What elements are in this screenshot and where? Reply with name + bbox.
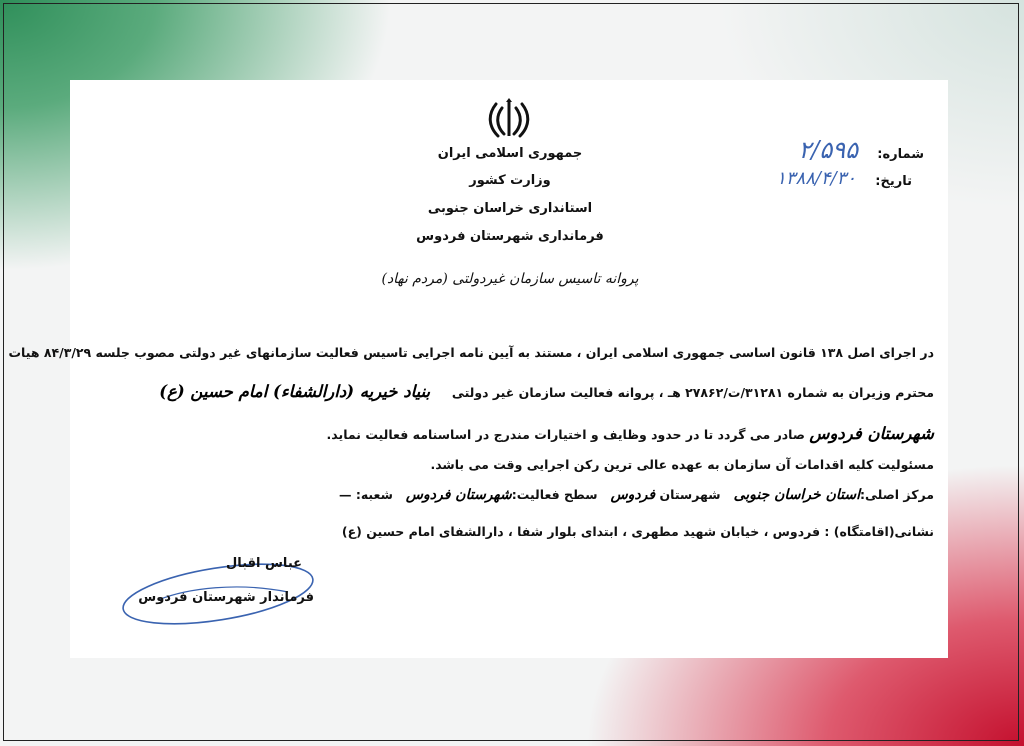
county-name: شهرستان فردوس	[809, 424, 934, 443]
level-label: سطح فعالیت:	[511, 487, 598, 502]
county-label: شهرستان	[659, 487, 721, 502]
body-line-6: نشانی(اقامتگاه) : فردوس ، خیابان شهید مطهری ، ابتدای بلوار شفا ، دارالشفای امام حسین (ع)	[341, 524, 934, 539]
hq-value: استان خراسان جنوبی	[733, 487, 860, 503]
header-country: جمهوری اسلامی ایران	[437, 146, 583, 161]
header-county-office: فرمانداری شهرستان فردوس	[416, 229, 604, 244]
hq-label: مرکز اصلی:	[859, 487, 934, 502]
body-line-3	[327, 424, 934, 443]
organization-name: بنیاد خیریه (دارالشفاء) امام حسین (ع)	[159, 382, 431, 401]
number-value: ۲/۵۹۵	[798, 136, 858, 164]
branch-value: —	[338, 487, 352, 502]
header-province-office: استانداری خراسان جنوبی	[427, 201, 593, 216]
date-label: تاریخ:	[875, 174, 912, 189]
document-title: پروانه تاسیس سازمان غیردولتی (مردم نهاد)	[381, 271, 639, 287]
number-label: شماره:	[877, 147, 924, 162]
body-line-2-text: محترم وزیران به شماره ۳۱۲۸۱/ت/۲۷۸۶۲ هـ ، پروانه فعالیت سازمان غیر دولتی	[451, 385, 934, 400]
date-value: ۱۳۸۸/۴/۳۰	[776, 168, 856, 189]
body-line-5	[339, 487, 934, 503]
header-ministry: وزارت کشور	[469, 173, 551, 188]
body-line-2	[159, 382, 934, 401]
signatory-title: فرماندار شهرستان فردوس	[138, 590, 314, 605]
branch-label: شعبه:	[355, 487, 393, 502]
body-line-1: در اجرای اصل ۱۳۸ قانون اساسی جمهوری اسلامی ایران ، مستند به آیین نامه اجرایی تاسیس فعالیت سازمانهای غیر دولتی مصوب جلسه ۸۴/۳/۲۹ هیات	[8, 345, 934, 360]
body-line-4: مسئولیت کلیه اقدامات آن سازمان به عهده عالی ترین رکن اجرایی وقت می باشد.	[430, 457, 934, 472]
level-value: شهرستان فردوس	[405, 487, 512, 503]
body-line-3-text: صادر می گردد تا در حدود وظایف و اختیارات مندرج در اساسنامه فعالیت نماید.	[326, 427, 805, 442]
iran-emblem-icon	[486, 96, 532, 142]
county-value: فردوس	[610, 487, 656, 503]
signatory-name: عباس اقبال	[226, 556, 302, 571]
